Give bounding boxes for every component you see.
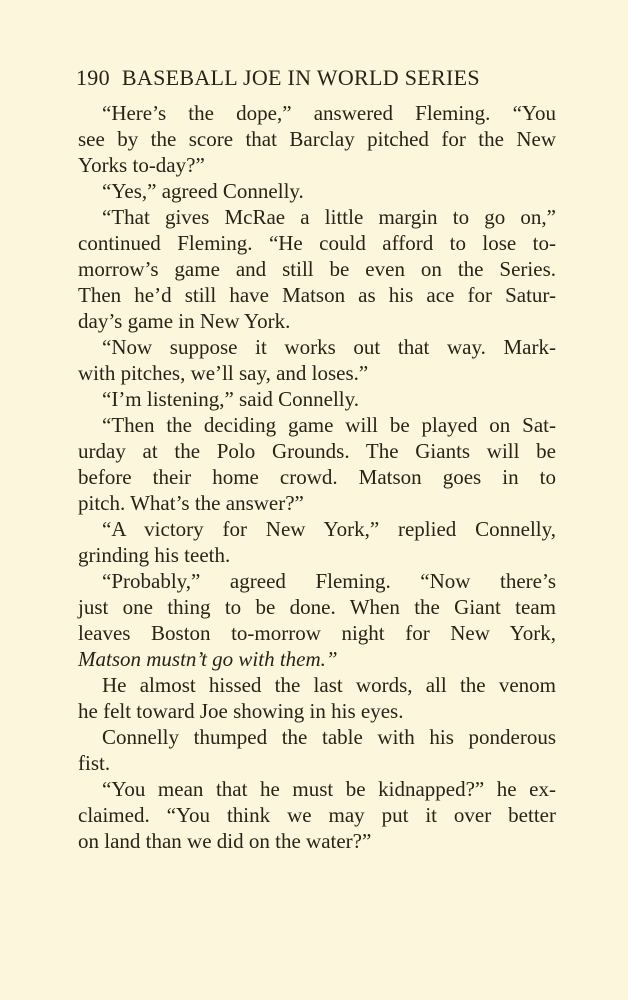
text-line: with pitches, we’ll say, and loses.” [78, 361, 369, 385]
text-line: leaves Boston to-morrow night for New York, [78, 621, 556, 645]
text-line: day’s game in New York. [78, 309, 291, 333]
text-line: fist. [78, 751, 111, 775]
text-line: Yorks to-day?” [78, 153, 205, 177]
text-line: “Now suppose it works out that way. Mark- [102, 335, 556, 359]
text-line: pitch. What’s the answer?” [78, 491, 304, 515]
text-line: He almost hissed the last words, all the venom [102, 673, 556, 697]
text-line: continued Fleming. “He could afford to lose to- [78, 231, 556, 255]
text-line: before their home crowd. Matson goes in to [78, 465, 556, 489]
text-line: on land than we did on the water?” [78, 829, 372, 853]
text-line: Connelly thumped the table with his ponderous [102, 725, 556, 749]
text-line: “Probably,” agreed Fleming. “Now there’s [102, 569, 556, 593]
text-line: “You mean that he must be kidnapped?” he ex- [102, 777, 556, 801]
text-line: urday at the Polo Grounds. The Giants will be [78, 439, 556, 463]
text-line: “Then the deciding game will be played on Sat- [102, 413, 556, 437]
running-title: BASEBALL JOE IN WORLD SERIES [121, 65, 480, 90]
page-number: 190 [76, 65, 110, 90]
text-line: morrow’s game and still be even on the Series. [78, 257, 556, 281]
text-line: “A victory for New York,” replied Connelly, [102, 517, 556, 541]
text-line: he felt toward Joe showing in his eyes. [78, 699, 404, 723]
text-line: see by the score that Barclay pitched for the New [78, 127, 556, 151]
text-line: “Here’s the dope,” answered Fleming. “You [102, 101, 556, 125]
text-line: “That gives McRae a little margin to go on,” [102, 205, 556, 229]
text-line: “Yes,” agreed Connelly. [102, 179, 304, 203]
text-line: just one thing to be done. When the Giant team [78, 595, 556, 619]
running-head [76, 64, 554, 92]
text-line: grinding his teeth. [78, 543, 231, 567]
body-text [78, 100, 556, 854]
text-line: “I’m listening,” said Connelly. [102, 387, 360, 411]
text-line: Matson mustn’t go with them.” [78, 647, 338, 671]
text-line: claimed. “You think we may put it over better [78, 803, 556, 827]
text-line: Then he’d still have Matson as his ace for Satur- [78, 283, 556, 307]
